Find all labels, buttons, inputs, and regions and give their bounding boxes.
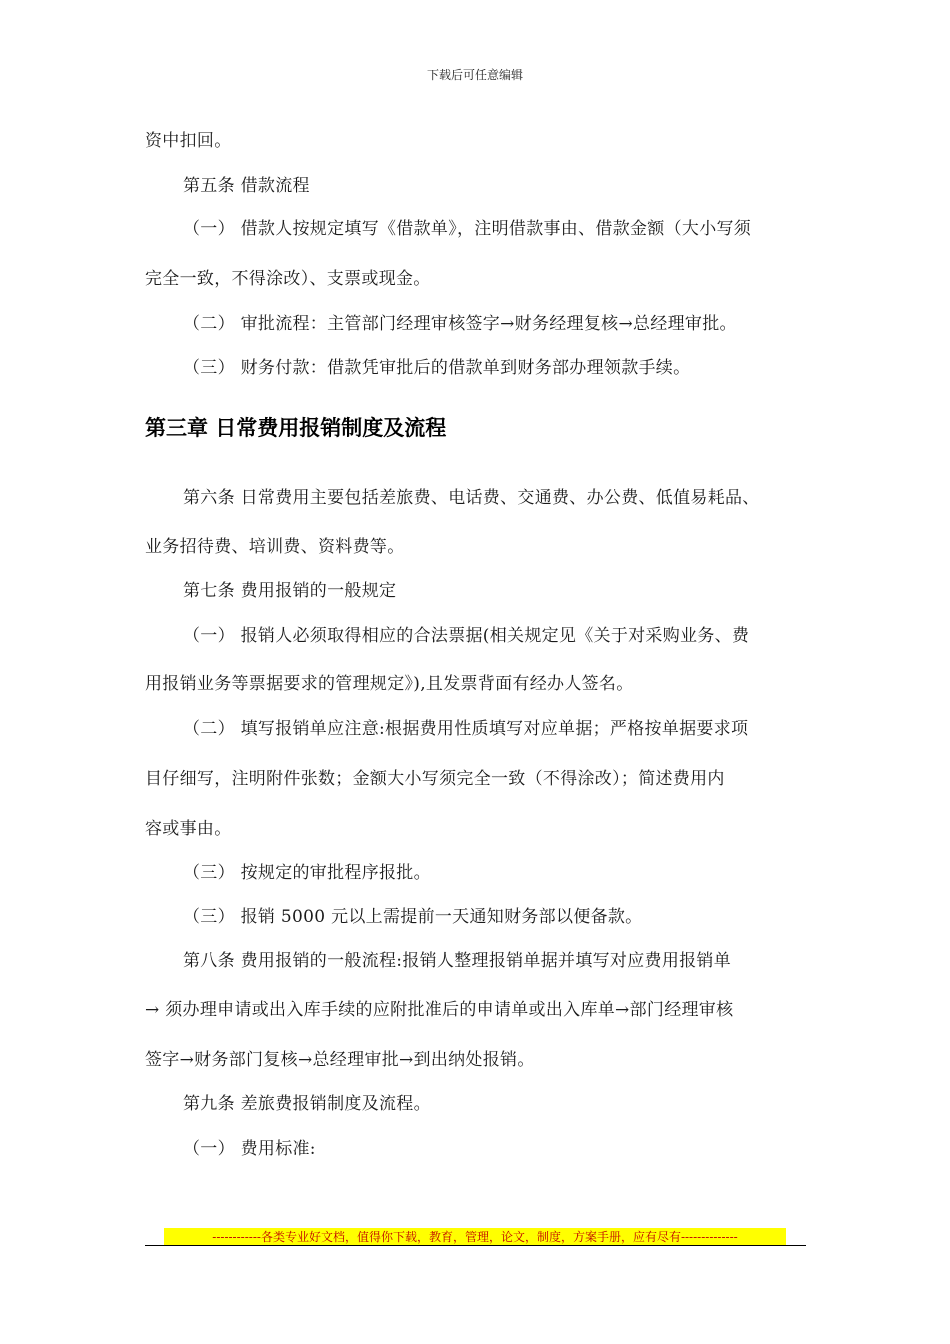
paragraph-line: （三） 按规定的审批程序报批。	[183, 863, 431, 883]
paragraph-line: （三） 财务付款：借款凭审批后的借款单到财务部办理领款手续。	[183, 358, 691, 378]
paragraph-line: → 须办理申请或出入库手续的应附批准后的申请单或出入库单→部门经理审核	[145, 1000, 734, 1020]
article-6-text: 第六条 日常费用主要包括差旅费、电话费、交通费、办公费、低值易耗品、	[183, 488, 760, 508]
paragraph-line: 目仔细写，注明附件张数；金额大小写须完全一致（不得涂改）；简述费用内	[145, 769, 725, 789]
footer-banner: ------------各类专业好文档，值得你下载，教育，管理，论文，制度，方案手册，应有尽有--------------	[164, 1228, 786, 1246]
paragraph-line: （三） 报销 5000 元以上需提前一天通知财务部以便备款。	[183, 907, 643, 927]
paragraph-line: 资中扣回。	[145, 131, 232, 151]
paragraph-line: 签字→财务部门复核→总经理审批→到出纳处报销。	[145, 1050, 535, 1070]
paragraph-line: 容或事由。	[145, 819, 232, 839]
paragraph-line: 业务招待费、培训费、资料费等。	[145, 537, 405, 557]
article-8-text: 第八条 费用报销的一般流程:报销人整理报销单据并填写对应费用报销单	[183, 951, 732, 971]
paragraph-line: （二） 填写报销单应注意:根据费用性质填写对应单据；严格按单据要求项	[183, 719, 749, 739]
article-5-title: 第五条 借款流程	[183, 176, 310, 196]
footer-divider	[145, 1245, 806, 1246]
paragraph-line: 用报销业务等票据要求的管理规定》),且发票背面有经办人签名。	[145, 674, 634, 694]
article-7-title: 第七条 费用报销的一般规定	[183, 581, 397, 601]
paragraph-line: （一） 借款人按规定填写《借款单》，注明借款事由、借款金额（大小写须	[183, 219, 752, 239]
paragraph-line: （一） 报销人必须取得相应的合法票据(相关规定见《关于对采购业务、费	[183, 626, 750, 646]
chapter-heading: 第三章 日常费用报销制度及流程	[145, 416, 447, 440]
paragraph-line: （一） 费用标准:	[183, 1139, 316, 1159]
page-header: 下载后可任意编辑	[426, 68, 523, 82]
paragraph-line: （二） 审批流程：主管部门经理审核签字→财务经理复核→总经理审批。	[183, 314, 737, 334]
paragraph-line: 完全一致，不得涂改）、支票或现金。	[145, 269, 431, 289]
article-9-title: 第九条 差旅费报销制度及流程。	[183, 1094, 431, 1114]
